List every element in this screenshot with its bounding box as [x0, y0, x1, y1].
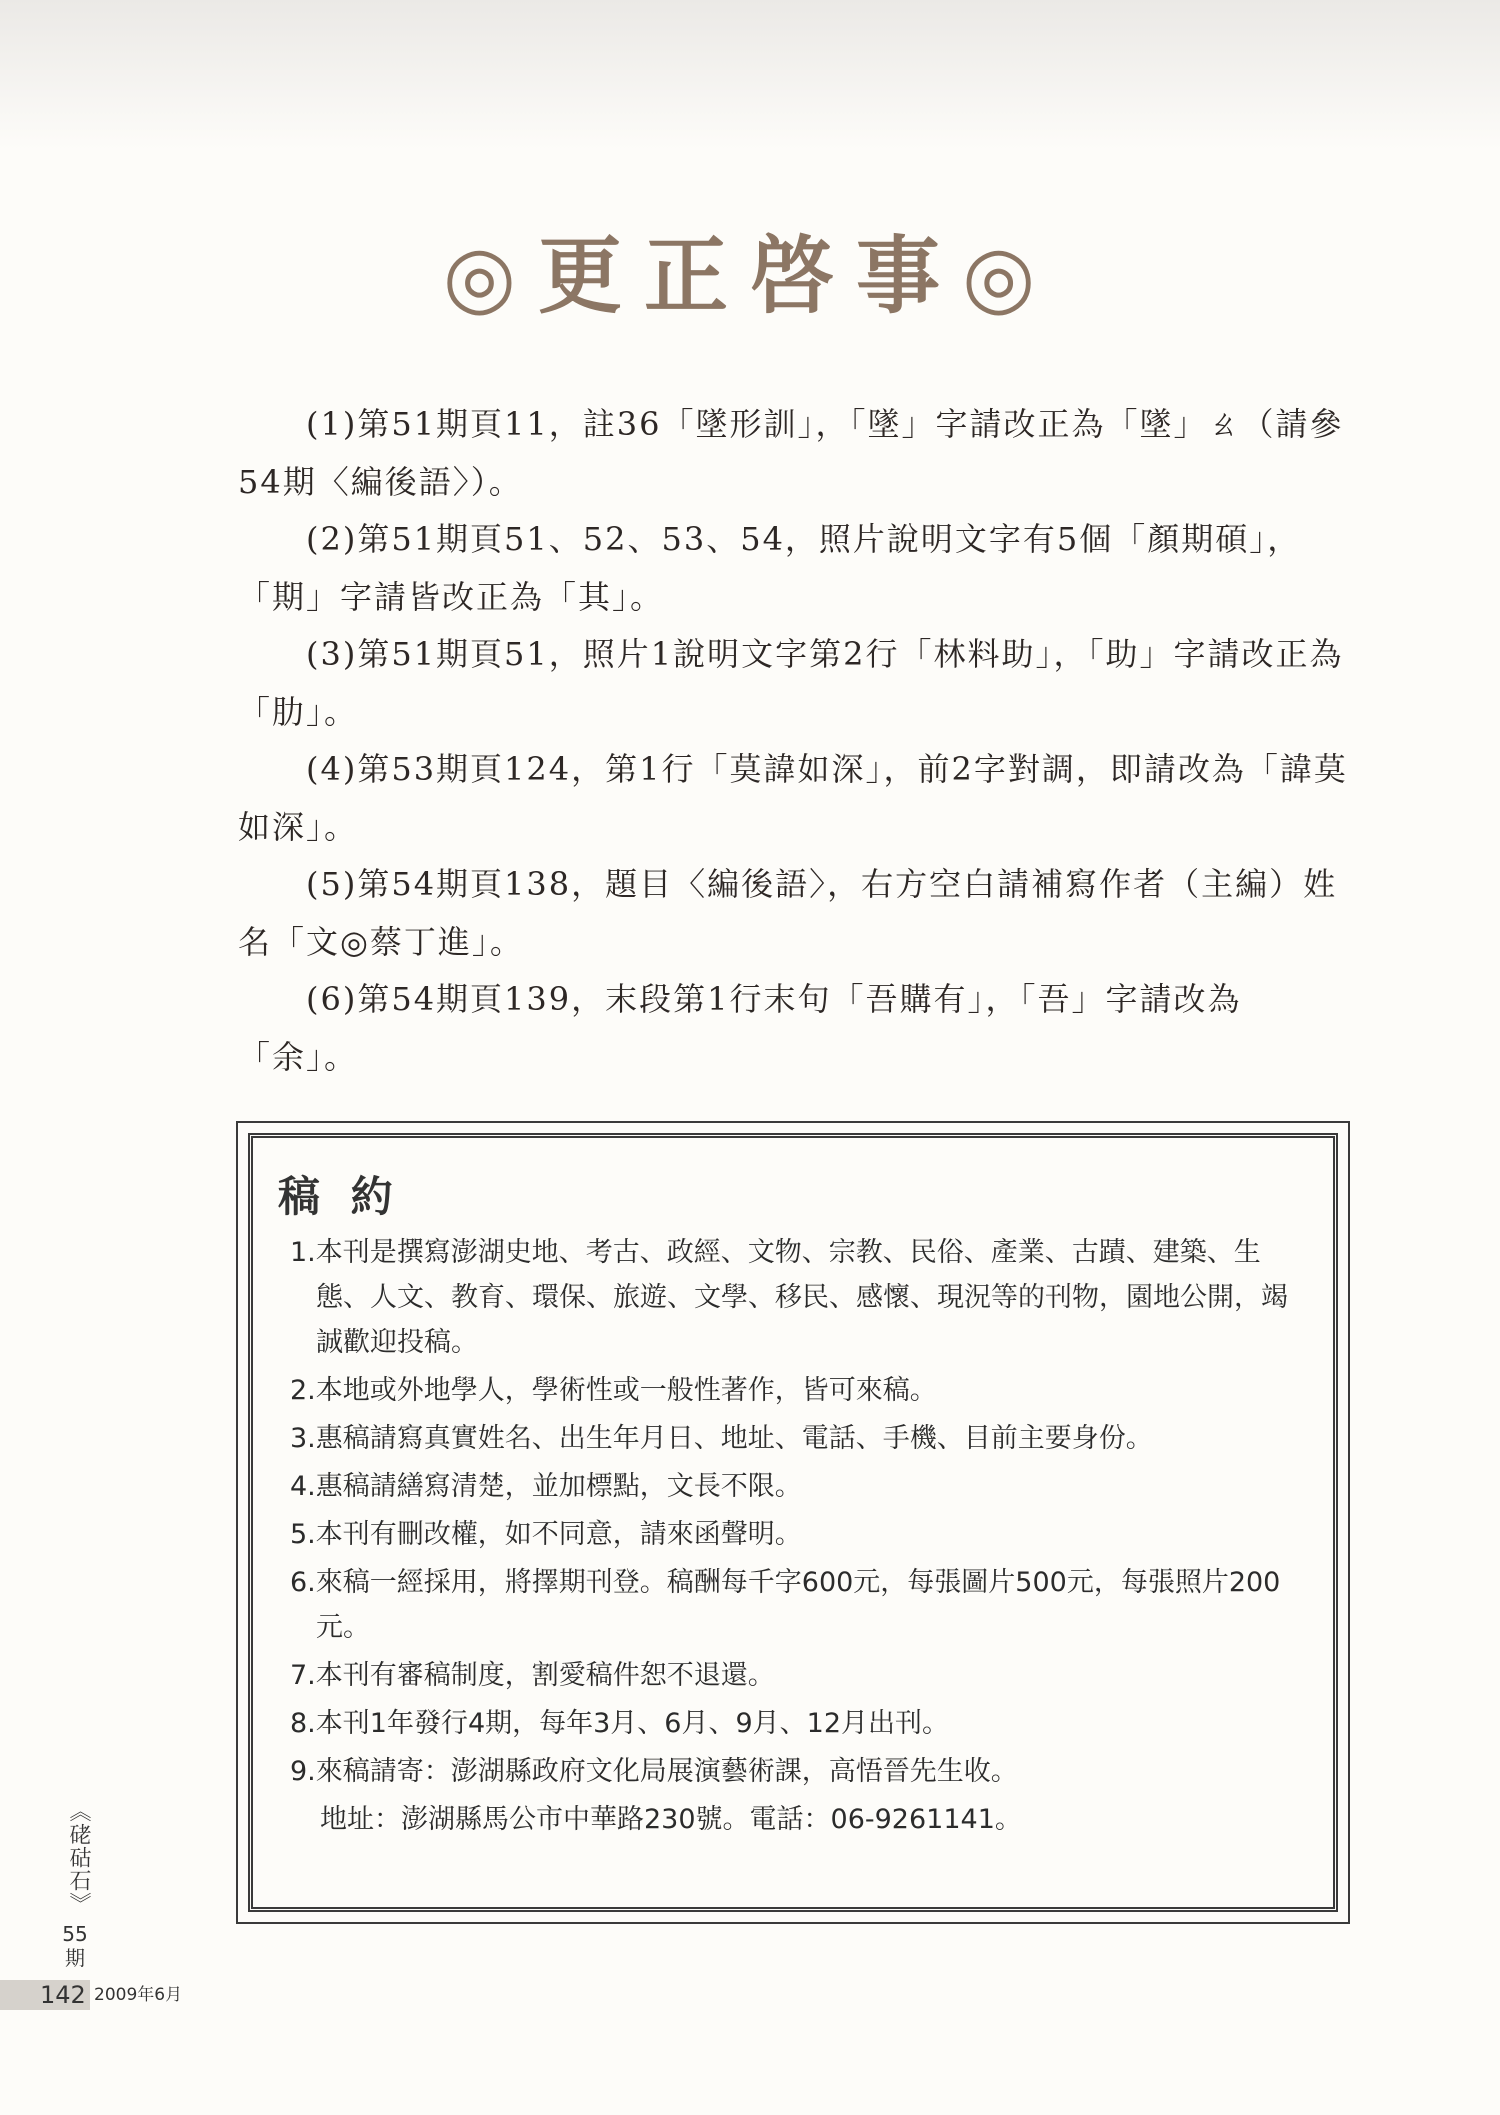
rule-item: 5.本刊有刪改權，如不同意，請來函聲明。 [290, 1519, 802, 1550]
rule-item: 2.本地或外地學人，學術性或一般性著作，皆可來稿。 [290, 1375, 937, 1406]
errata-item: (3)第51期頁51，照片1說明文字第2行「林料助」，「助」字請改正為「肋」。 [238, 635, 1344, 731]
page-number: 142 [40, 1981, 86, 2009]
rule-item: 6.來稿一經採用，將擇期刊登。稿酬每千字600元，每張圖片500元，每張照片200元。 [290, 1567, 1281, 1643]
rule-item: 9.來稿請寄：澎湖縣政府文化局展演藝術課，高悟晉先生收。 [290, 1756, 1018, 1787]
submission-heading: 稿 約 [278, 1172, 401, 1221]
publication-date: 2009年6月 [94, 1985, 183, 2005]
rule-item: 8.本刊1年發行4期，每年3月、6月、9月、12月出刊。 [290, 1708, 950, 1739]
rule-item: 3.惠稿請寫真實姓名、出生年月日、地址、電話、手機、目前主要身份。 [290, 1423, 1153, 1454]
errata-item: (1)第51期頁11，註36「墜形訓」，「墜」字請改正為「墜」ㄠ（請參54期〈編後語〉）。 [238, 405, 1344, 501]
scan-shadow [0, 0, 1500, 150]
errata-item: (2)第51期頁51、52、53、54，照片說明文字有5個「顏期碩」，「期」字請皆改正為「其」。 [238, 520, 1302, 616]
rule-item: 4.惠稿請繕寫清楚，並加標點，文長不限。 [290, 1471, 802, 1502]
rule-item: 7.本刊有審稿制度，割愛稿件恕不退還。 [290, 1660, 775, 1691]
journal-name: 《硓𥑮石》 [66, 1800, 91, 1915]
errata-item: (6)第54期頁139，末段第1行末句「吾購有」，「吾」字請改為「余」。 [238, 980, 1242, 1076]
errata-item: (5)第54期頁138，題目〈編後語〉，右方空白請補寫作者（主編）姓名「文◎蔡丁進」。 [238, 865, 1338, 961]
errata-list [238, 396, 1348, 1086]
contact-address: 地址：澎湖縣馬公市中華路230號。電話：06-9261141。 [320, 1804, 1022, 1835]
issue-number: 55期 [62, 1922, 88, 1970]
rule-item: 1.本刊是撰寫澎湖史地、考古、政經、文物、宗教、民俗、產業、古蹟、建築、生態、人文、教育、環保、旅遊、文學、移民、感懷、現況等的刊物，園地公開，竭誠歡迎投稿。 [290, 1237, 1288, 1358]
page-title: ◎更正啓事◎ [442, 226, 1058, 325]
submission-rules [290, 1230, 1310, 1845]
errata-item: (4)第53期頁124，第1行「莫諱如深」，前2字對調，即請改為「諱莫如深」。 [238, 750, 1348, 846]
